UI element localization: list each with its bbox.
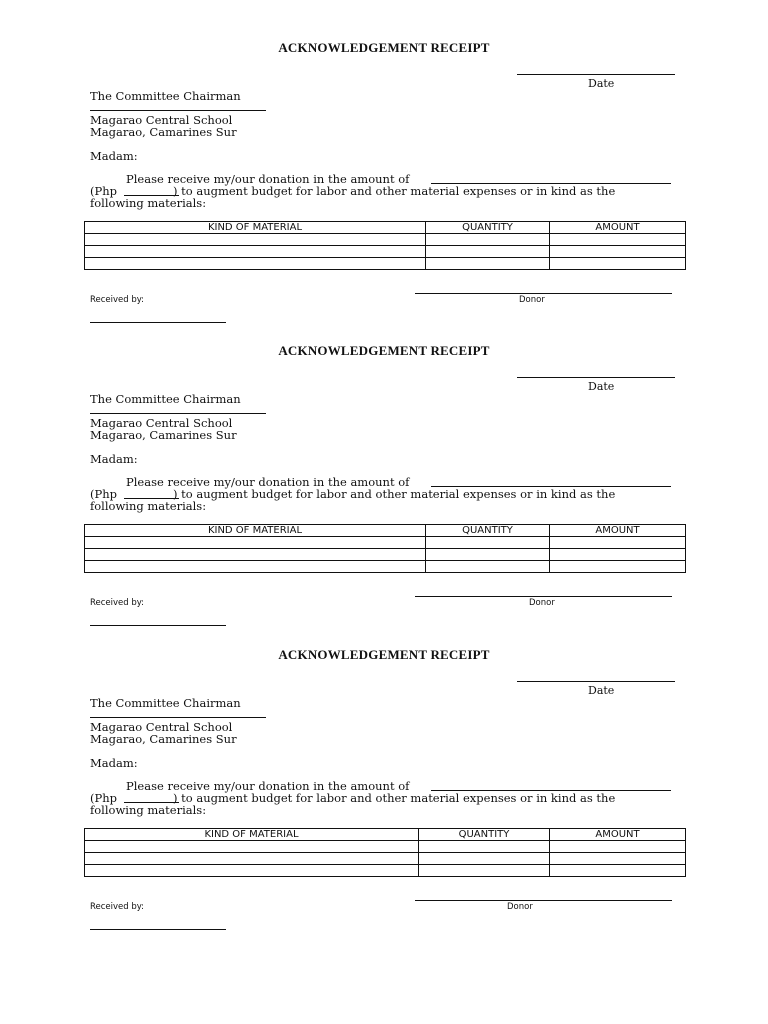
body-line-3: following materials: xyxy=(90,196,207,210)
materials-table xyxy=(84,828,686,877)
table-cell[interactable] xyxy=(85,234,426,246)
table-cell[interactable] xyxy=(550,537,686,549)
receipt-title: ACKNOWLEDGEMENT RECEIPT xyxy=(278,40,490,55)
php-prefix: (Php xyxy=(90,184,117,198)
table-header-row xyxy=(85,222,686,234)
receipt-3 xyxy=(0,607,768,912)
table-row[interactable] xyxy=(85,853,686,865)
table-cell[interactable] xyxy=(550,561,686,573)
table-cell[interactable] xyxy=(550,853,686,865)
addressee-name-line[interactable] xyxy=(90,413,266,414)
addressee: The Committee Chairman xyxy=(90,89,241,103)
school-town: Magarao, Camarines Sur xyxy=(90,732,237,746)
donor-label: Donor xyxy=(507,902,533,912)
table-row[interactable] xyxy=(85,537,686,549)
receipt-title: ACKNOWLEDGEMENT RECEIPT xyxy=(278,343,490,358)
table-cell[interactable] xyxy=(85,865,419,877)
date-label: Date xyxy=(588,380,615,393)
table-cell[interactable] xyxy=(85,561,426,573)
table-cell[interactable] xyxy=(426,234,550,246)
table-cell[interactable] xyxy=(419,853,550,865)
receipt-title: ACKNOWLEDGEMENT RECEIPT xyxy=(278,647,490,662)
php-prefix: (Php xyxy=(90,791,117,805)
table-cell[interactable] xyxy=(550,258,686,270)
received-by-signature-line[interactable] xyxy=(90,929,226,930)
table-cell[interactable] xyxy=(419,841,550,853)
donor-signature-line[interactable] xyxy=(415,900,672,901)
header-amount: AMOUNT xyxy=(550,829,686,841)
table-cell[interactable] xyxy=(85,549,426,561)
date-label: Date xyxy=(588,684,615,697)
addressee-name-line[interactable] xyxy=(90,110,266,111)
table-cell[interactable] xyxy=(550,865,686,877)
donor-signature-line[interactable] xyxy=(415,596,672,597)
school-town: Magarao, Camarines Sur xyxy=(90,428,237,442)
salutation: Madam: xyxy=(90,756,138,770)
school-name: Magarao Central School xyxy=(90,720,233,734)
table-cell[interactable] xyxy=(426,561,550,573)
materials-table xyxy=(84,221,686,270)
php-prefix: (Php xyxy=(90,487,117,501)
table-cell[interactable] xyxy=(426,549,550,561)
received-by-label: Received by: xyxy=(90,295,145,305)
table-row[interactable] xyxy=(85,234,686,246)
table-cell[interactable] xyxy=(426,258,550,270)
header-quantity: QUANTITY xyxy=(426,222,550,234)
addressee: The Committee Chairman xyxy=(90,392,241,406)
body-line-2-text: ) to augment budget for labor and other material expenses or in kind as the xyxy=(173,184,616,198)
header-kind-of-material: KIND OF MATERIAL xyxy=(85,525,426,537)
date-signature-line[interactable] xyxy=(517,377,675,378)
table-cell[interactable] xyxy=(85,853,419,865)
table-row[interactable] xyxy=(85,258,686,270)
receipt-1 xyxy=(0,0,768,305)
donor-signature-line[interactable] xyxy=(415,293,672,294)
addressee: The Committee Chairman xyxy=(90,696,241,710)
date-signature-line[interactable] xyxy=(517,74,675,75)
table-row[interactable] xyxy=(85,246,686,258)
header-quantity: QUANTITY xyxy=(419,829,550,841)
table-row[interactable] xyxy=(85,549,686,561)
receipt-2 xyxy=(0,303,768,608)
body-line-1: Please receive my/our donation in the amount of xyxy=(126,779,410,793)
table-row[interactable] xyxy=(85,561,686,573)
received-by-label: Received by: xyxy=(90,902,145,912)
body-line-2-text: ) to augment budget for labor and other material expenses or in kind as the xyxy=(173,791,616,805)
table-cell[interactable] xyxy=(550,841,686,853)
table-cell[interactable] xyxy=(550,246,686,258)
table-cell[interactable] xyxy=(85,537,426,549)
received-by-label: Received by: xyxy=(90,598,145,608)
body-line-1: Please receive my/our donation in the amount of xyxy=(126,172,410,186)
addressee-name-line[interactable] xyxy=(90,717,266,718)
header-amount: AMOUNT xyxy=(550,525,686,537)
header-amount: AMOUNT xyxy=(550,222,686,234)
table-cell[interactable] xyxy=(550,549,686,561)
table-row[interactable] xyxy=(85,865,686,877)
header-kind-of-material: KIND OF MATERIAL xyxy=(85,222,426,234)
body-line-3: following materials: xyxy=(90,499,207,513)
header-quantity: QUANTITY xyxy=(426,525,550,537)
table-header-row xyxy=(85,829,686,841)
header-kind-of-material: KIND OF MATERIAL xyxy=(85,829,419,841)
body-line-2-text: ) to augment budget for labor and other material expenses or in kind as the xyxy=(173,487,616,501)
salutation: Madam: xyxy=(90,452,138,466)
table-header-row xyxy=(85,525,686,537)
table-cell[interactable] xyxy=(426,537,550,549)
date-label: Date xyxy=(588,77,615,90)
table-cell[interactable] xyxy=(85,246,426,258)
materials-table xyxy=(84,524,686,573)
body-line-3: following materials: xyxy=(90,803,207,817)
salutation: Madam: xyxy=(90,149,138,163)
table-cell[interactable] xyxy=(426,246,550,258)
school-name: Magarao Central School xyxy=(90,416,233,430)
table-cell[interactable] xyxy=(550,234,686,246)
body-line-1: Please receive my/our donation in the amount of xyxy=(126,475,410,489)
school-name: Magarao Central School xyxy=(90,113,233,127)
school-town: Magarao, Camarines Sur xyxy=(90,125,237,139)
donor-label: Donor xyxy=(519,295,545,305)
table-row[interactable] xyxy=(85,841,686,853)
table-cell[interactable] xyxy=(85,841,419,853)
date-signature-line[interactable] xyxy=(517,681,675,682)
table-cell[interactable] xyxy=(85,258,426,270)
table-cell[interactable] xyxy=(419,865,550,877)
donor-label: Donor xyxy=(529,598,555,608)
